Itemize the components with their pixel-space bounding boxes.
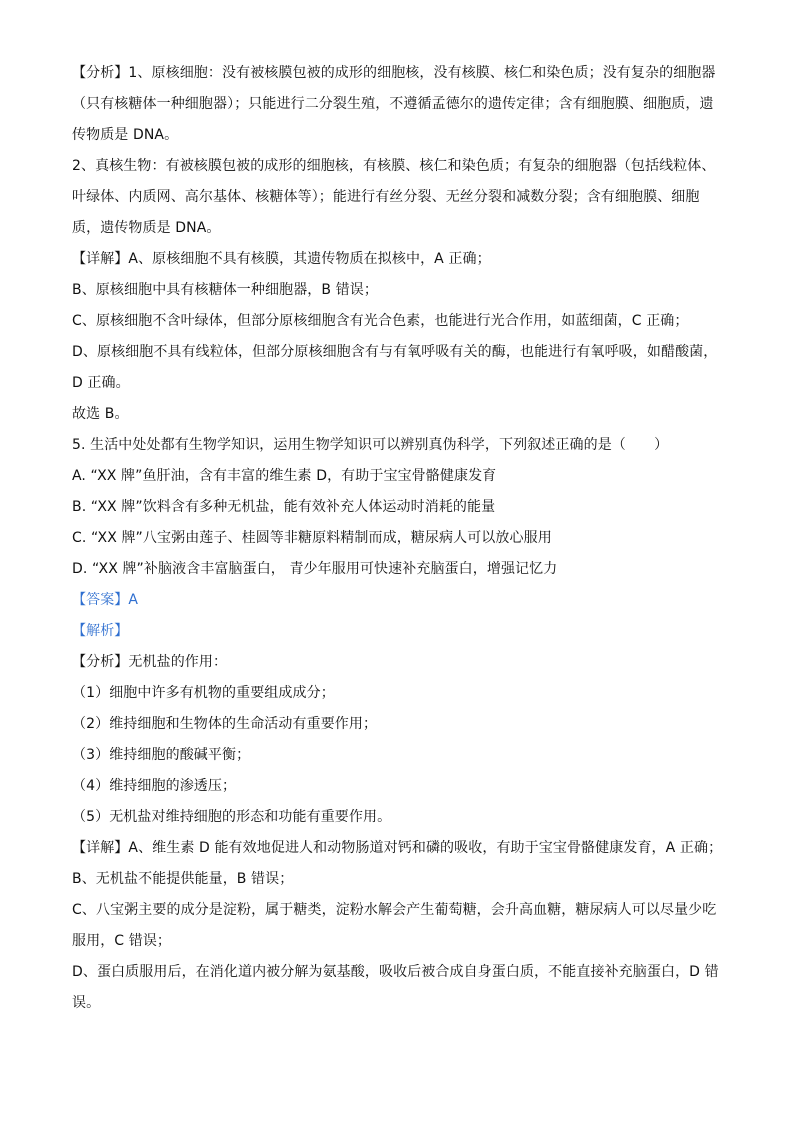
text-line: 服用，C 错误； [72, 933, 172, 949]
text-line: D、原核细胞不具有线粒体，但部分原核细胞含有与有氧呼吸有关的酶，也能进行有氧呼吸，如醋酸菌， [72, 344, 718, 360]
text-line: D 正确。 [72, 375, 130, 391]
prev-detail [72, 244, 724, 430]
text-line: 误。 [72, 995, 101, 1011]
text-line: 故选 B。 [72, 406, 129, 422]
text-line: （2）维持细胞和生物体的生命活动有重要作用； [72, 716, 378, 732]
text-line: 2、真核生物：有被核膜包被的成形的细胞核，有核膜、核仁和染色质；有复杂的细胞器（包括线粒体、 [72, 158, 716, 174]
text-line: 叶绿体、内质网、高尔基体、核糖体等）；能进行有丝分裂、无丝分裂和减数分裂；含有细胞膜、细胞 [72, 189, 700, 205]
q5-detail [72, 833, 724, 1019]
option-d: D. “XX 牌”补脑液含丰富脑蛋白， 青少年服用可快速补充脑蛋白，增强记忆力 [72, 561, 558, 577]
text-line: 【详解】A、维生素 D 能有效地促进人和动物肠道对钙和磷的吸收，有助于宝宝骨骼健康发育，A 正确； [72, 840, 723, 856]
answer-label: 【答案】A [72, 592, 139, 608]
q5-analysis [72, 647, 724, 833]
document-page [72, 58, 724, 1019]
text-line: （3）维持细胞的酸碱平衡； [72, 747, 251, 763]
text-line: （1）细胞中许多有机物的重要组成成分； [72, 685, 335, 701]
text-line: （只有核糖体一种细胞器）；只能进行二分裂生殖，不遵循孟德尔的遗传定律；含有细胞膜、细胞质，遗 [72, 96, 714, 112]
text-line: 【分析】无机盐的作用： [72, 654, 228, 670]
question-5 [72, 430, 724, 647]
text-line: 传物质是 DNA。 [72, 127, 179, 143]
prev-analysis-para2 [72, 151, 724, 244]
option-a: A. “XX 牌”鱼肝油，含有丰富的维生素 D，有助于宝宝骨骼健康发育 [72, 468, 497, 484]
text-line: （4）维持细胞的渗透压； [72, 778, 237, 794]
explain-label: 【解析】 [72, 623, 129, 639]
text-line: 质，遗传物质是 DNA。 [72, 220, 221, 236]
option-c: C. “XX 牌”八宝粥由莲子、桂圆等非糖原料精制而成，糖尿病人可以放心服用 [72, 530, 552, 546]
text-line: （5）无机盐对维持细胞的形态和功能有重要作用。 [72, 809, 392, 825]
prev-analysis-para1 [72, 58, 724, 151]
text-line: B、无机盐不能提供能量，B 错误； [72, 871, 294, 887]
question-stem: 5. 生活中处处都有生物学知识，运用生物学知识可以辨别真伪科学，下列叙述正确的是（ ） [72, 437, 669, 453]
text-line: 【分析】1、原核细胞：没有被核膜包被的成形的细胞核，没有核膜、核仁和染色质；没有复杂的细胞器 [72, 65, 716, 81]
option-b: B. “XX 牌”饮料含有多种无机盐，能有效补充人体运动时消耗的能量 [72, 499, 496, 515]
text-line: B、原核细胞中具有核糖体一种细胞器，B 错误； [72, 282, 378, 298]
text-line: D、蛋白质服用后，在消化道内被分解为氨基酸，吸收后被合成自身蛋白质，不能直接补充脑蛋白，D 错 [72, 964, 719, 980]
text-line: C、八宝粥主要的成分是淀粉，属于糖类，淀粉水解会产生葡萄糖，会升高血糖，糖尿病人可以尽量少吃 [72, 902, 717, 918]
text-line: C、原核细胞不含叶绿体，但部分原核细胞含有光合色素，也能进行光合作用，如蓝细菌，C 正确； [72, 313, 689, 329]
text-line: 【详解】A、原核细胞不具有核膜，其遗传物质在拟核中，A 正确； [72, 251, 491, 267]
